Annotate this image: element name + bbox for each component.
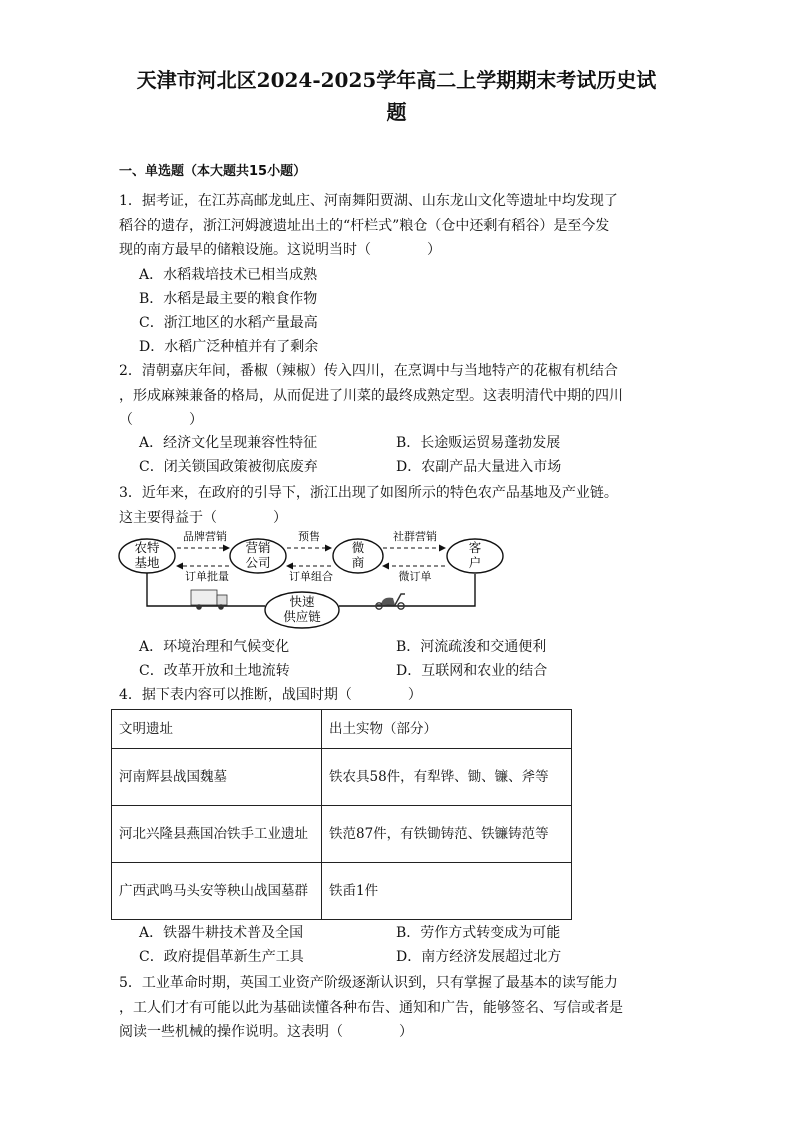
option-2d[interactable]: D．农副产品大量进入市场 — [396, 459, 562, 475]
label-micro-order: 微订单 — [398, 570, 432, 583]
scooter-icon — [376, 594, 405, 609]
label-order-batch: 订单批量 — [185, 570, 229, 583]
node-customer — [447, 539, 503, 573]
svg-text:公司: 公司 — [245, 555, 271, 570]
title-line-1: 天津市河北区2024-2025学年高二上学期期末考试历史试 — [136, 68, 657, 92]
section-header: 一、单选题（本大题共15小题） — [119, 164, 307, 179]
svg-text:微: 微 — [351, 540, 365, 555]
question-line: ，工人们才有可能以此为基础读懂各种布告、通知和广告，能够签名、写信或者是 — [119, 999, 623, 1016]
option-2b[interactable]: B．长途贩运贸易蓬勃发展 — [396, 435, 561, 451]
table-row — [112, 806, 572, 863]
node-fast-supply-chain — [265, 592, 339, 628]
question-1 — [119, 189, 679, 263]
option-4c[interactable]: C．政府提倡革新生产工具 — [139, 949, 304, 965]
option-3d[interactable]: D．互联网和农业的结合 — [396, 663, 548, 679]
option-2c[interactable]: C．闭关锁国政策被彻底废弃 — [139, 459, 318, 475]
truck-icon — [191, 590, 227, 610]
svg-text:营销: 营销 — [245, 540, 271, 555]
label-brand-marketing: 品牌营销 — [183, 530, 227, 543]
question-line: 4．据下表内容可以推断，战国时期（ ） — [119, 687, 422, 703]
question-4 — [119, 683, 679, 708]
svg-text:户: 户 — [468, 555, 482, 570]
question-2 — [119, 359, 679, 433]
label-community-marketing: 社群营销 — [393, 530, 437, 543]
option-3b[interactable]: B．河流疏浚和交通便利 — [396, 639, 547, 655]
option-1a[interactable]: A．水稻栽培技术已相当成熟 — [139, 267, 318, 283]
svg-text:农特: 农特 — [134, 540, 160, 555]
table-cell: 河北兴隆县燕国冶铁手工业遗址 — [112, 806, 322, 863]
table-cell: 铁农具58件，有犁铧、锄、镰、斧等 — [322, 749, 572, 806]
option-3c[interactable]: C．改革开放和土地流转 — [139, 663, 290, 679]
option-1d[interactable]: D．水稻广泛种植并有了剩余 — [139, 339, 319, 355]
question-line: 阅读一些机械的操作说明。这表明（ ） — [119, 1024, 413, 1040]
table-cell: 铁臿1件 — [322, 863, 572, 920]
node-farm-base — [119, 539, 175, 573]
table-cell: 铁范87件，有铁锄铸范、铁镰铸范等 — [322, 806, 572, 863]
option-1c[interactable]: C．浙江地区的水稻产量最高 — [139, 315, 318, 331]
node-marketing-company — [230, 539, 286, 573]
title-line-2: 题 — [386, 100, 407, 124]
question-line: ，形成麻辣兼备的格局，从而促进了川菜的最终成熟定型。这表明清代中期的四川 — [119, 387, 623, 404]
page-title — [100, 64, 693, 128]
question-line: 稻谷的遗存，浙江河姆渡遗址出土的“杆栏式”粮仓（仓中还剩有稻谷）是至今发 — [119, 217, 610, 234]
option-3a[interactable]: A．环境治理和气候变化 — [139, 639, 290, 655]
label-presale: 预售 — [298, 530, 320, 543]
option-4d[interactable]: D．南方经济发展超过北方 — [396, 949, 562, 965]
question-line: （ ） — [119, 412, 203, 428]
question-line: 1．据考证，在江苏高邮龙虬庄、河南舞阳贾湖、山东龙山文化等遗址中均发现了 — [119, 193, 618, 209]
svg-text:快速: 快速 — [289, 594, 315, 609]
question-5 — [119, 971, 679, 1045]
option-1b[interactable]: B．水稻是最主要的粮食作物 — [139, 291, 318, 307]
table-row — [112, 749, 572, 806]
table-header-cell: 文明遗址 — [112, 710, 322, 749]
option-2a[interactable]: A．经济文化呈现兼容性特征 — [139, 435, 318, 451]
option-4a[interactable]: A．铁器牛耕技术普及全国 — [139, 925, 304, 941]
table-row — [112, 863, 572, 920]
question-line: 5．工业革命时期，英国工业资产阶级逐渐认识到，只有掌握了最基本的读写能力 — [119, 975, 618, 991]
svg-text:商: 商 — [351, 555, 365, 570]
question-line: 现的南方最早的储粮设施。这说明当时（ ） — [119, 242, 441, 258]
option-4b[interactable]: B．劳作方式转变成为可能 — [396, 925, 561, 941]
svg-text:客: 客 — [468, 540, 482, 555]
question-line: 2．清朝嘉庆年间，番椒（辣椒）传入四川，在烹调中与当地特产的花椒有机结合 — [119, 363, 618, 379]
svg-text:供应链: 供应链 — [283, 609, 321, 624]
table-header-row — [112, 710, 572, 749]
supply-chain-diagram — [115, 526, 515, 630]
node-wechat-merchant — [333, 539, 383, 573]
artifacts-table — [111, 709, 572, 920]
label-order-combo: 订单组合 — [289, 570, 333, 583]
table-cell: 河南辉县战国魏墓 — [112, 749, 322, 806]
table-cell: 广西武鸣马头安等秧山战国墓群 — [112, 863, 322, 920]
question-3 — [119, 481, 679, 530]
question-line: 这主要得益于（ ） — [119, 509, 287, 526]
table-header-cell: 出土实物（部分） — [322, 710, 572, 749]
svg-text:基地: 基地 — [134, 555, 160, 570]
question-line: 3．近年来，在政府的引导下，浙江出现了如图所示的特色农产品基地及产业链。 — [119, 485, 618, 501]
